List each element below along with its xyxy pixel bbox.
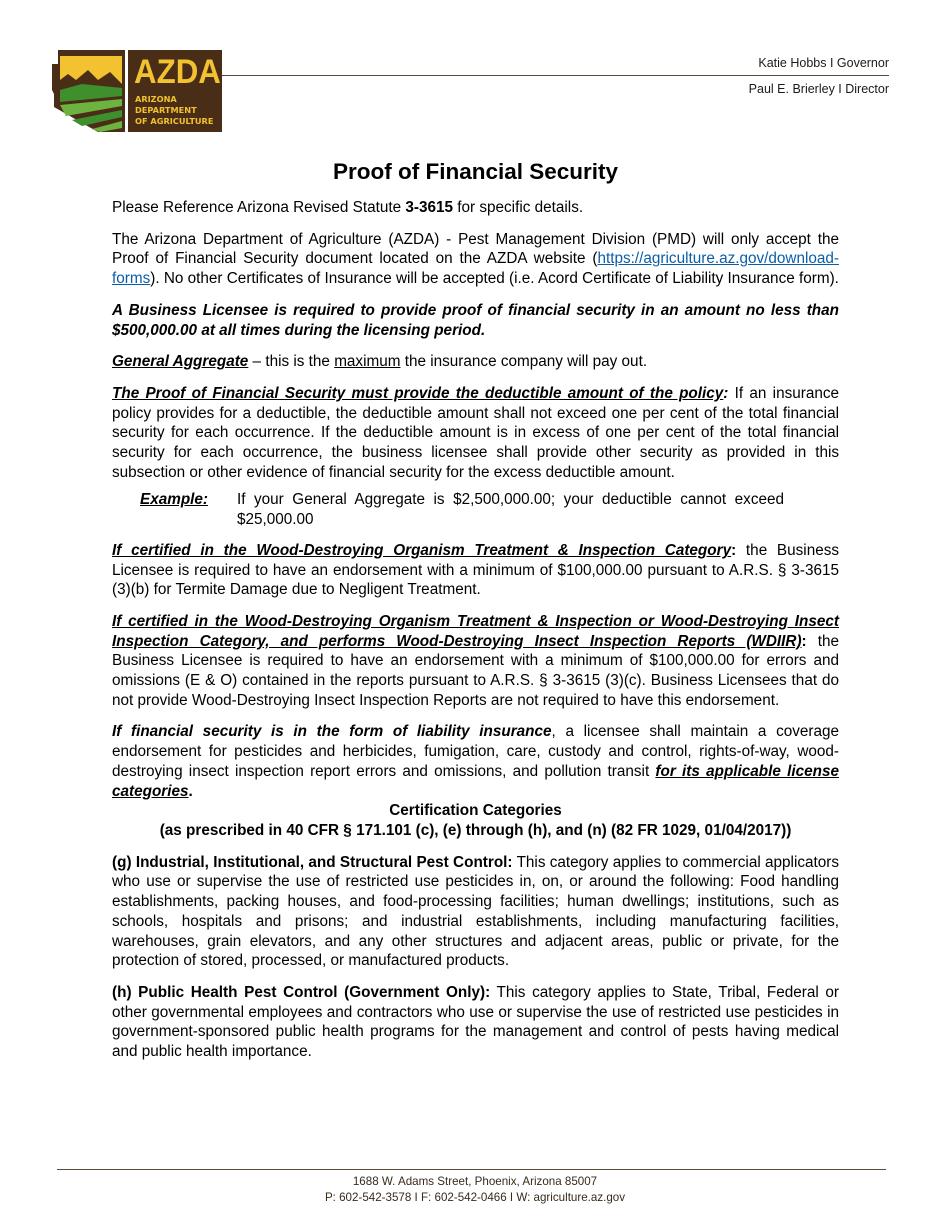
liability-paragraph: [112, 722, 839, 801]
document-body: [112, 157, 839, 1074]
certification-heading: [112, 801, 839, 840]
text: the insurance company will pay out.: [400, 353, 648, 371]
download-forms-link[interactable]: https://agriculture.az.gov/download-forms: [112, 250, 839, 288]
arizona-map-icon: [52, 50, 125, 132]
logo-subtitle-line: ARIZONA: [135, 94, 177, 104]
statute-number: 3-3615: [405, 199, 454, 216]
logo-wordmark-box: [128, 50, 222, 132]
wdo-paragraph: [112, 541, 839, 600]
category-g-paragraph: [112, 853, 839, 971]
logo-subtitle-line: OF AGRICULTURE: [135, 116, 214, 126]
governor-name: Katie Hobbs I Governor: [758, 56, 889, 70]
footer-address: 1688 W. Adams Street, Phoenix, Arizona 85007: [352, 1175, 598, 1188]
text: – this is the: [248, 353, 335, 371]
intro-paragraph: [112, 230, 839, 289]
azda-logo: [52, 50, 222, 132]
text: If an insurance policy provides for a deductible, the deductible amount shall not exceed one per cent of the total financial security for each occurrence. If the deductible amount is in excess of one per cent of the total financial security for each occurrence, the business licensee shall provide other security as provided in this subsection or other evidence of financial security for the excess deductible amount.: [112, 384, 839, 481]
liability-heading: If financial security is in the form of liability insurance: [112, 723, 552, 741]
wdiir-heading: If certified in the Wood-Destroying Organism Treatment & Inspection or Wood-Destroying Insect Inspection Category, and performs Wood-Destroying Insect Inspection Reports (WDIIR): [112, 612, 839, 650]
category-g-label: (g) Industrial, Institutional, and Structural Pest Control:: [112, 853, 513, 871]
footer-divider: [57, 1169, 886, 1170]
text: , a licensee shall maintain a coverage endorsement for pesticides and herbicides, fumigation, care, custody and control, rights-of-way, wood-destroying insect inspection report errors and omissions, and pollution transit: [112, 723, 839, 780]
text: :: [801, 632, 807, 650]
category-h-paragraph: [112, 983, 839, 1062]
page-title: Proof of Financial Security: [332, 159, 619, 184]
wdiir-paragraph: [112, 612, 839, 711]
requirement-paragraph: A Business Licensee is required to provide proof of financial security in an amount no less than $500,000.00 at all times during the licensing period.: [112, 301, 839, 339]
example-label: Example:: [140, 491, 209, 509]
text: :: [731, 541, 737, 559]
certification-title: Certification Categories: [389, 802, 562, 820]
deductible-paragraph: [112, 384, 839, 483]
footer-contact: P: 602-542-3578 I F: 602-542-0466 I W: agriculture.az.gov: [324, 1191, 626, 1204]
statute-reference: [112, 198, 839, 218]
header-divider: [222, 75, 889, 76]
logo-wordmark: AZDA: [134, 53, 221, 91]
logo-subtitle-line: DEPARTMENT: [135, 105, 197, 115]
text: This category applies to commercial applicators who use or supervise the use of restricted use pesticides in, on, or around the following: Food handling establishments, packing houses, and food-processing facilities; human dwellings; institutions, such as schools, hospitals and prisons; and industrial establishments, including manufacturing facilities, warehouses, grain elevators, and any other structures and adjacent areas, public or private, for the protection of stored, processed, or manufactured products.: [112, 853, 839, 970]
text: This category applies to State, Tribal, Federal or other governmental employees and contractors who use or supervise the use of restricted use pesticides in government-sponsored public health programs for the management and control of pests having medical and public health importance.: [112, 983, 840, 1061]
license-categories-emphasis: for its applicable license categories: [112, 762, 839, 800]
text: The Arizona Department of Agriculture (AZDA) - Pest Management Division (PMD) will only accept the Proof of Financial Security document located on the AZDA website (: [112, 230, 839, 268]
certification-subtitle: (as prescribed in 40 CFR § 171.101 (c), (e) through (h), and (n) (82 FR 1029, 01/04/2017)): [159, 821, 792, 839]
text: the Business Licensee is required to have an endorsement with a minimum of $100,000.00 for errors and omissions (E & O) contained in the reports pursuant to A.R.S. § 3-3615 (3)(c). Business Licensees that do not provide Wood-Destroying Insect Inspection Reports are not required to have this endorsement.: [112, 632, 840, 709]
category-h-label: (h) Public Health Pest Control (Government Only):: [112, 983, 491, 1001]
logo-subtitle: [135, 94, 213, 127]
example-block: [140, 490, 784, 529]
text: ). No other Certificates of Insurance will be accepted (i.e. Acord Certificate of Liability Insurance form).: [150, 270, 839, 288]
text: the Business Licensee is required to have an endorsement with a minimum of $100,000.00 pursuant to A.R.S. § 3-3615 (3)(b) for Termite Damage due to Negligent Treatment.: [112, 541, 839, 599]
maximum-emphasis: maximum: [334, 353, 401, 371]
wdo-heading: If certified in the Wood-Destroying Organism Treatment & Inspection Category: [112, 541, 732, 559]
example-text: If your General Aggregate is $2,500,000.00; your deductible cannot exceed $25,000.00: [237, 491, 784, 529]
text: :: [723, 384, 729, 402]
text: Please Reference Arizona Revised Statute: [112, 199, 406, 216]
aggregate-paragraph: [112, 352, 839, 372]
text: for specific details.: [453, 199, 584, 216]
aggregate-term: General Aggregate: [112, 353, 249, 371]
text: .: [188, 782, 193, 800]
deductible-heading: The Proof of Financial Security must provide the deductible amount of the policy: [112, 384, 724, 402]
director-name: Paul E. Brierley I Director: [748, 82, 889, 96]
